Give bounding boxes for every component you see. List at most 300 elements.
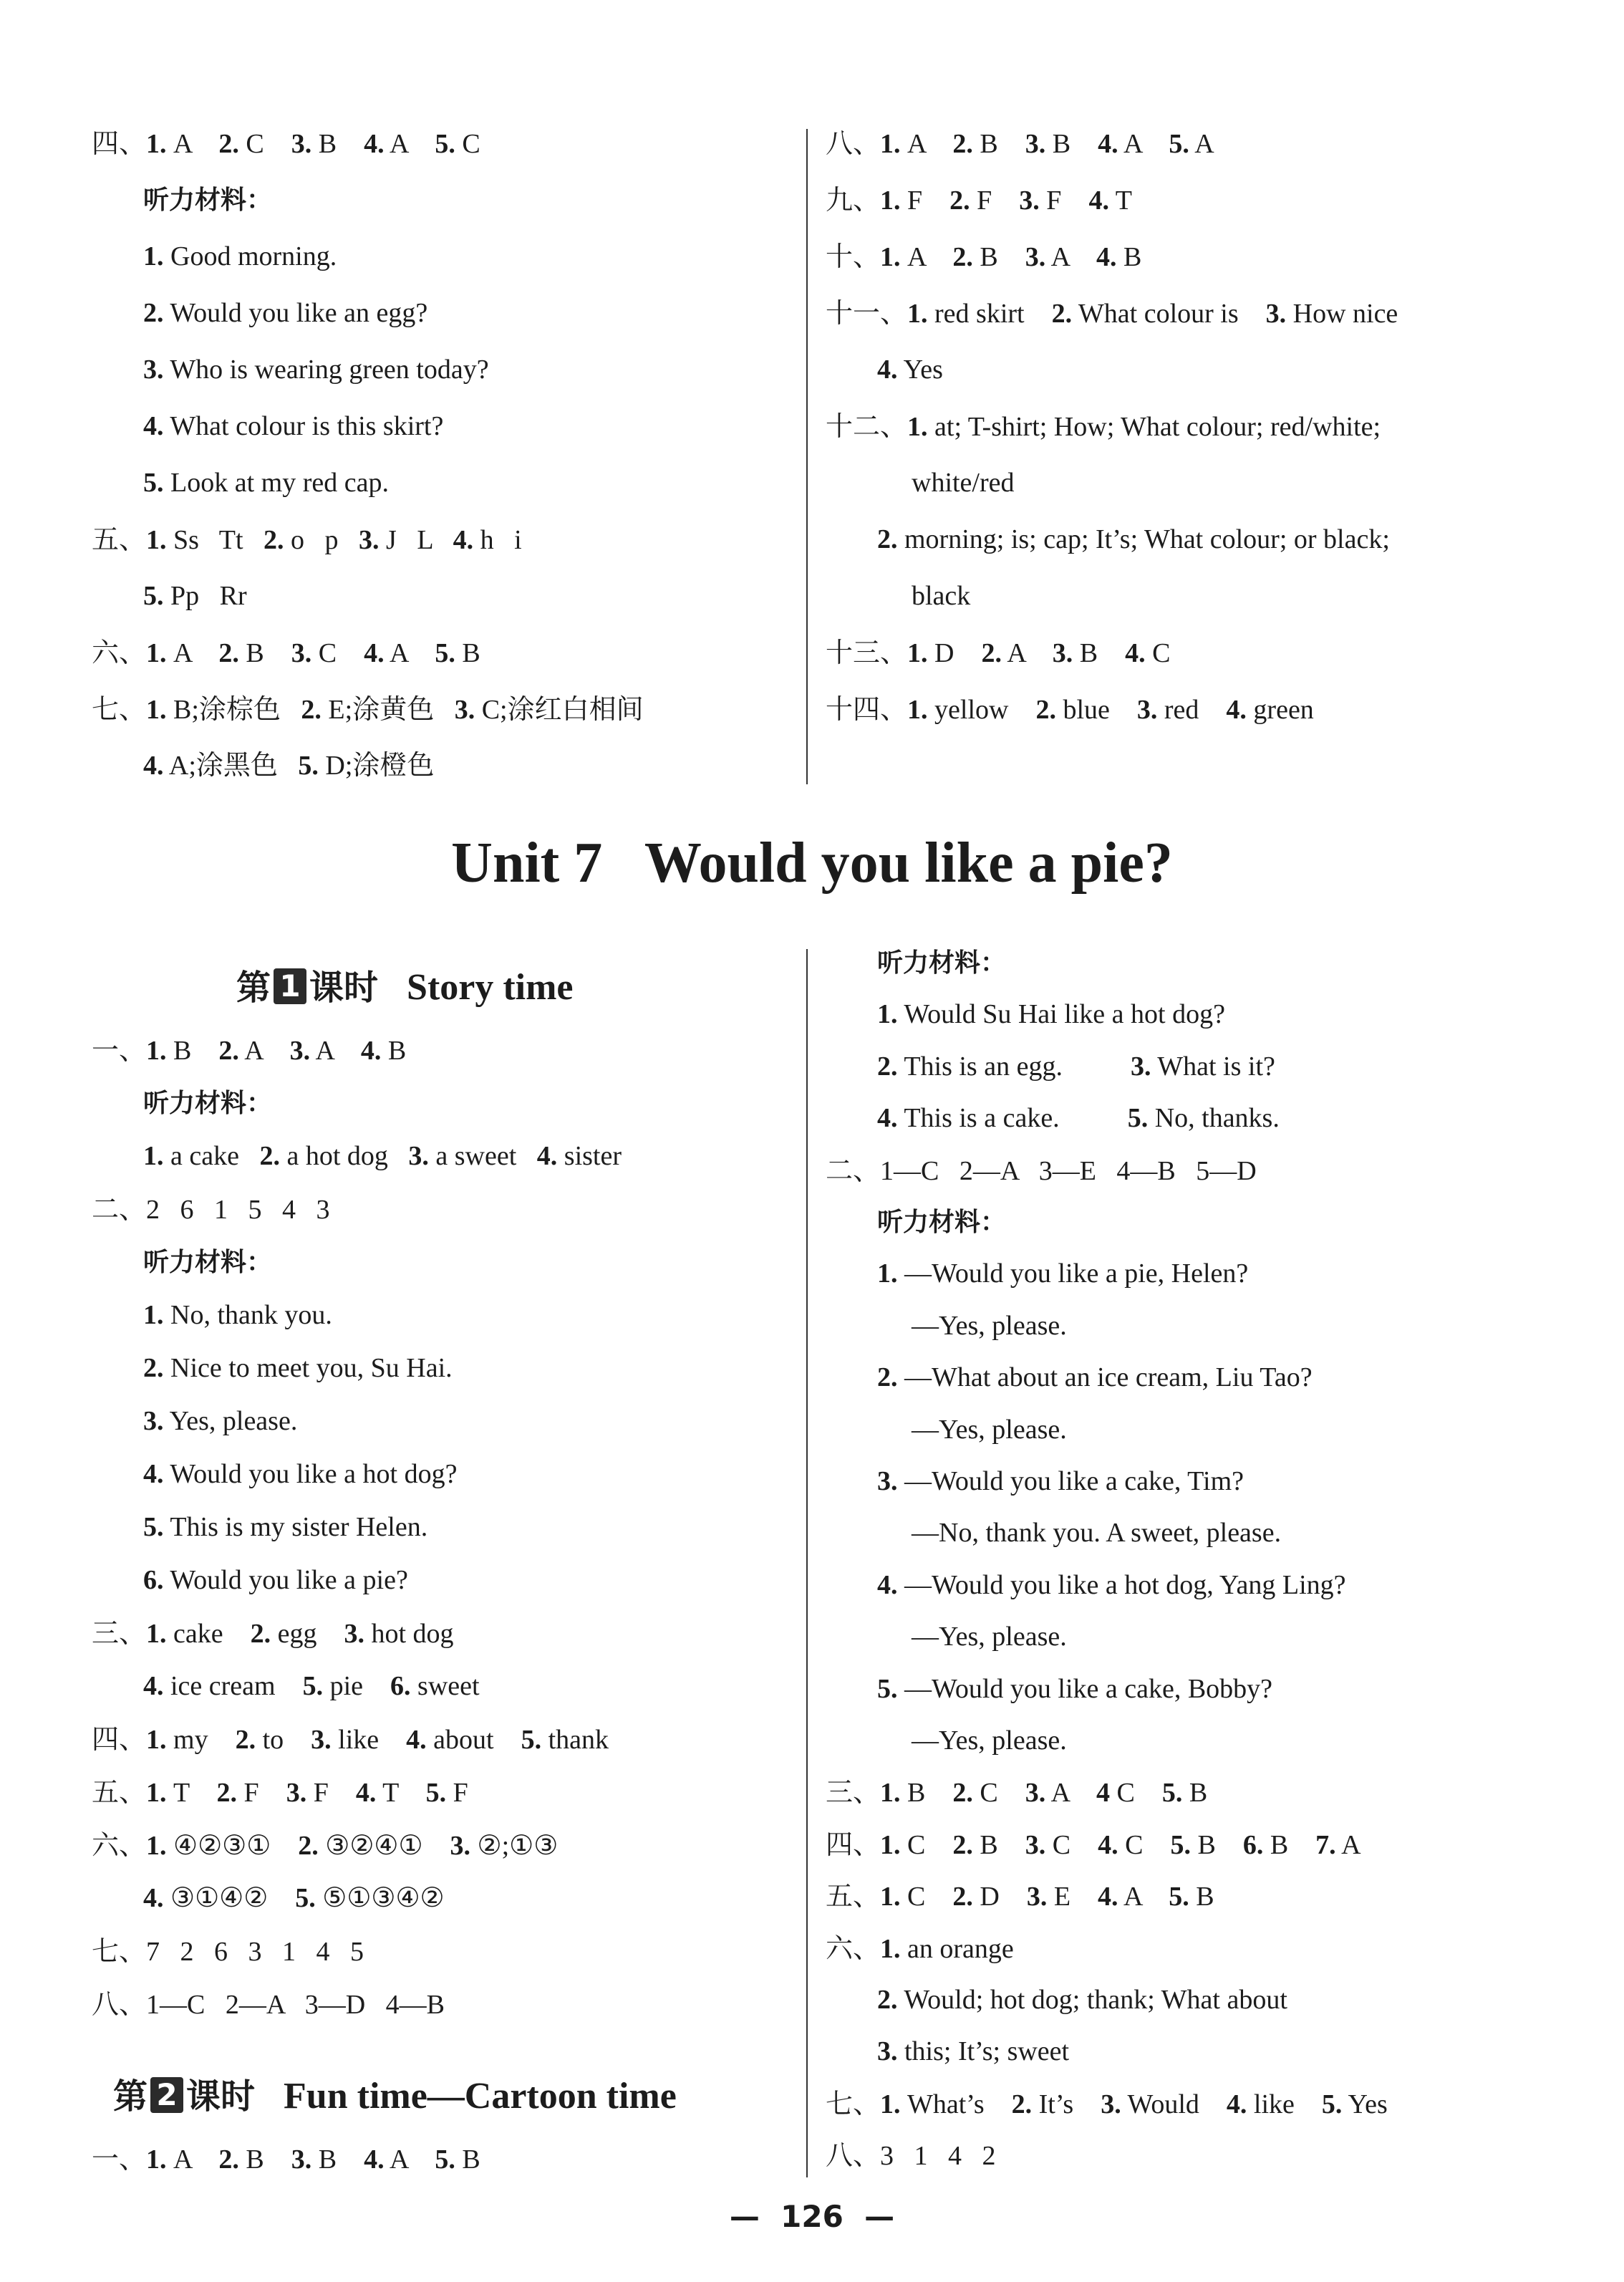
answer-line [92, 1722, 609, 1757]
item-number: 3. [143, 1406, 164, 1436]
item-answer: a hot dog [279, 1141, 409, 1171]
item-answer: Yes [1342, 2089, 1388, 2119]
item-answer: T [166, 1778, 217, 1808]
item-number: 4. [143, 1883, 164, 1913]
item-number: 3. [1052, 638, 1073, 668]
item-number: 1. [143, 241, 164, 271]
item-answer: 3 1 4 2 [880, 2141, 996, 2172]
section-number: 十四、 [826, 693, 908, 725]
vertical-divider-bottom [806, 949, 808, 2177]
section-number: 七、 [826, 2087, 881, 2119]
item-number: 4. [406, 1725, 427, 1755]
item-answer: Nice to meet you, Su Hai. [163, 1353, 453, 1383]
item-number: 3. [291, 2144, 312, 2175]
item-answer: J L [379, 525, 453, 555]
item-answer: C [455, 129, 480, 159]
answer-line [826, 635, 1170, 670]
item-number: 1. [143, 1141, 164, 1171]
item-answer: How nice [1286, 299, 1398, 329]
item-answer: F [237, 1778, 286, 1808]
answer-line [912, 466, 1015, 500]
answer-line [92, 1934, 364, 1969]
item-number: 4. [453, 525, 474, 555]
item-number: 2. [235, 1725, 256, 1755]
answer-line [877, 1672, 1272, 1706]
lesson-2-suffix: 课时 [186, 2076, 256, 2117]
answer-line [826, 239, 1141, 274]
item-answer: B [238, 638, 291, 668]
item-answer: —Yes, please. [912, 1725, 1067, 1756]
section-number: 四、 [92, 127, 147, 159]
item-number: 1. [146, 1619, 167, 1649]
item-answer: This is my sister Helen. [163, 1512, 428, 1542]
section-number: 三、 [92, 1617, 147, 1649]
item-number: 2. [298, 1831, 319, 1861]
item-number: 4. [1226, 2089, 1247, 2119]
item-answer: A [1045, 242, 1096, 272]
item-answer: sweet [410, 1671, 480, 1701]
item-answer: Good morning. [163, 241, 337, 271]
item-number: 1. [907, 412, 928, 442]
lesson-2-prefix: 第 [113, 2076, 148, 2117]
answer-line [826, 409, 1381, 444]
item-answer: white/red [912, 468, 1015, 498]
item-number: 3. [311, 1725, 332, 1755]
item-answer: B [972, 1829, 1025, 1860]
item-answer: egg [271, 1619, 344, 1649]
item-number: 4. [1088, 186, 1109, 216]
item-number: 2. [1011, 2089, 1033, 2119]
item-number: 4 [1096, 1778, 1110, 1809]
item-answer: No, thank you. [163, 1300, 332, 1330]
answer-line [877, 1256, 1248, 1291]
listening-material-label: 听力材料： [877, 948, 1007, 978]
lesson-1-title: Story time [407, 967, 574, 1008]
item-answer: C [1045, 1829, 1098, 1860]
item-number: 5. [143, 1512, 164, 1542]
item-answer: E [1047, 1882, 1098, 1912]
answer-line [143, 1669, 480, 1703]
answer-line [826, 1775, 1207, 1810]
section-number: 四、 [92, 1723, 147, 1755]
item-answer: A [900, 129, 953, 159]
listening-material-label: 听力材料： [143, 1089, 273, 1118]
item-number: 3. [454, 695, 475, 725]
section-number: 六、 [92, 1829, 147, 1861]
item-answer: A [1118, 129, 1169, 159]
item-answer: C [1109, 1778, 1162, 1809]
item-number: 2. [981, 638, 1002, 668]
answer-line [143, 183, 272, 218]
item-number: 5. [143, 581, 164, 611]
item-answer: A [1335, 1829, 1361, 1860]
item-answer: A [166, 2144, 219, 2175]
item-answer: B [1189, 1882, 1214, 1912]
answer-line [877, 522, 1390, 557]
item-answer: C [972, 1778, 1025, 1809]
section-number: 四、 [826, 1828, 881, 1860]
item-answer: A [1118, 1882, 1169, 1912]
answer-line [143, 352, 489, 387]
item-answer: Ss Tt [166, 525, 264, 555]
listening-material-label: 听力材料： [877, 1208, 1007, 1237]
unit-title: Unit 7 Would you like a pie? [451, 832, 1173, 895]
item-answer: This is an egg. [897, 1051, 1131, 1082]
item-number: 3. [1130, 1051, 1151, 1082]
item-answer: This is a cake. [897, 1103, 1128, 1134]
listening-material-label: 听力材料： [143, 1248, 273, 1277]
item-answer: Who is wearing green today? [163, 355, 489, 385]
answer-line [826, 1931, 1014, 1966]
lesson-2-heading [113, 2069, 677, 2118]
item-number: 1. [877, 1258, 898, 1289]
item-number: 1. [146, 129, 167, 159]
item-number: 2. [143, 298, 164, 328]
answer-line [143, 409, 443, 443]
item-answer: ⑤①③④② [315, 1883, 445, 1913]
answer-line [143, 239, 337, 274]
vertical-divider-top [806, 129, 808, 784]
item-answer: ③②④① [318, 1831, 450, 1861]
section-number: 十一、 [826, 297, 908, 329]
item-answer: A [1001, 638, 1053, 668]
section-number: 六、 [92, 637, 147, 668]
item-number: 5. [295, 1883, 316, 1913]
answer-line [143, 1404, 297, 1438]
item-answer: sister [557, 1141, 622, 1171]
item-number: 1. [146, 638, 167, 668]
item-answer: B [381, 1036, 407, 1066]
item-answer: this; It’s; sweet [897, 2036, 1070, 2067]
item-number: 2. [877, 1362, 898, 1393]
item-number: 4. [1226, 695, 1247, 725]
lesson-2-title: Fun time—Cartoon time [284, 2076, 677, 2117]
section-number: 八、 [826, 127, 881, 159]
item-answer: yellow [927, 695, 1036, 725]
item-answer: at; T-shirt; How; What colour; red/white; [927, 412, 1381, 442]
item-answer: What colour is [1072, 299, 1266, 329]
answer-line [143, 1086, 272, 1121]
item-number: 3. [1136, 695, 1158, 725]
item-number: 1. [880, 129, 901, 159]
item-answer: about [426, 1725, 521, 1755]
item-number: 1. [146, 1036, 167, 1066]
item-answer: Would you like a pie? [163, 1565, 408, 1595]
item-number: 4. [143, 1671, 164, 1701]
item-answer: A [166, 638, 219, 668]
listening-material-label: 听力材料： [143, 186, 273, 215]
answer-line [877, 1464, 1244, 1498]
item-answer: a cake [163, 1141, 260, 1171]
answer-line [92, 126, 480, 161]
item-number: 5. [298, 751, 319, 781]
lesson-2-number: 2 [150, 2077, 183, 2113]
item-answer: B [166, 1036, 219, 1066]
item-number: 4. [877, 1569, 898, 1600]
answer-line [877, 997, 1225, 1031]
item-answer: No, thanks. [1148, 1103, 1280, 1134]
item-number: 2. [949, 186, 970, 216]
item-answer: F [306, 1778, 356, 1808]
section-number: 六、 [826, 1932, 881, 1964]
item-answer: —Yes, please. [912, 1622, 1067, 1652]
lesson-1-suffix: 课时 [309, 968, 379, 1008]
item-answer: T [376, 1778, 426, 1808]
answer-line [912, 1619, 1067, 1654]
item-number: 1. [146, 695, 167, 725]
item-answer: C [1118, 1829, 1171, 1860]
section-number: 五、 [92, 1776, 147, 1808]
item-answer: A;涂黑色 [163, 751, 299, 781]
item-number: 1. [146, 1725, 167, 1755]
item-number: 4. [364, 638, 385, 668]
item-answer: A [1189, 129, 1214, 159]
answer-line [143, 1139, 622, 1173]
item-answer: thank [541, 1725, 609, 1755]
item-answer: black [912, 581, 971, 611]
item-number: 3. [1025, 129, 1046, 159]
answer-line [826, 1879, 1214, 1914]
item-answer: T [1108, 186, 1132, 216]
item-number: 4. [143, 751, 164, 781]
item-answer: D [927, 638, 982, 668]
item-number: 3. [1025, 1829, 1046, 1860]
item-answer: hot dog [364, 1619, 454, 1649]
section-number: 十三、 [826, 637, 908, 668]
item-number: 1. [146, 525, 167, 555]
item-answer: blue [1055, 695, 1137, 725]
item-number: 1. [880, 1882, 901, 1912]
item-number: 1. [146, 1778, 167, 1808]
item-answer: C [900, 1829, 953, 1860]
item-answer: A [1045, 1778, 1096, 1809]
answer-line [912, 1723, 1067, 1758]
item-answer: green [1246, 695, 1314, 725]
item-number: 2. [1035, 695, 1056, 725]
item-number: 5. [877, 1673, 898, 1704]
item-number: 3. [143, 355, 164, 385]
item-number: 1. [146, 1831, 167, 1861]
item-answer: C;涂红白相间 [475, 695, 644, 725]
item-answer: C [238, 129, 291, 159]
answer-line [143, 1510, 427, 1544]
answer-line [143, 1563, 408, 1597]
item-answer: A [900, 242, 953, 272]
answer-line [92, 1987, 445, 2022]
item-number: 2. [952, 1778, 973, 1809]
item-answer: a sweet [428, 1141, 537, 1171]
item-number: 3. [359, 525, 380, 555]
answer-line [92, 522, 522, 557]
answer-line [826, 2086, 1388, 2122]
item-number: 1. [880, 2089, 901, 2119]
answer-line [143, 466, 389, 500]
item-number: 1. [880, 1933, 901, 1964]
item-answer: red skirt [927, 299, 1052, 329]
item-answer: 7 2 6 3 1 4 5 [146, 1937, 364, 1967]
answer-line [912, 579, 970, 613]
answer-line [826, 183, 1132, 218]
item-number: 3. [286, 1778, 307, 1808]
answer-line [826, 2138, 996, 2173]
item-number: 3. [877, 2036, 898, 2067]
item-number: 3. [344, 1619, 364, 1649]
item-answer: red [1157, 695, 1227, 725]
item-number: 5. [425, 1778, 447, 1808]
item-number: 2. [952, 1882, 973, 1912]
item-number: 5. [1321, 2089, 1343, 2119]
item-number: 3. [1025, 1778, 1046, 1809]
section-number: 一、 [92, 1034, 147, 1066]
item-answer: —Would you like a cake, Tim? [897, 1466, 1244, 1496]
item-number: 2. [218, 2144, 239, 2175]
item-number: 4. [143, 1459, 164, 1489]
section-number: 十二、 [826, 410, 908, 442]
item-number: 3. [450, 1831, 471, 1861]
item-answer: like [1247, 2089, 1322, 2119]
item-answer: E;涂黄色 [321, 695, 455, 725]
section-number: 十、 [826, 241, 881, 272]
item-answer: to [256, 1725, 311, 1755]
answer-line [877, 1205, 1006, 1240]
item-number: 5. [1161, 1778, 1183, 1809]
answer-line [143, 579, 247, 613]
item-answer: B [972, 129, 1025, 159]
item-number: 5. [1127, 1103, 1149, 1134]
answer-line [877, 1983, 1287, 2017]
item-number: 1. [907, 695, 928, 725]
item-answer: Pp Rr [163, 581, 247, 611]
item-answer: D;涂橙色 [318, 751, 435, 781]
item-number: 2. [259, 1141, 280, 1171]
item-answer: —Yes, please. [912, 1414, 1067, 1445]
item-answer: B [900, 1778, 953, 1809]
item-answer: —Would you like a cake, Bobby? [897, 1673, 1273, 1704]
section-number: 五、 [92, 524, 147, 555]
section-number: 八、 [92, 1988, 147, 2020]
item-number: 1. [880, 1829, 901, 1860]
item-answer: B [455, 638, 480, 668]
section-number: 三、 [826, 1776, 881, 1809]
item-number: 3. [1101, 2089, 1121, 2119]
answer-line [92, 692, 644, 727]
item-answer: Would you like a hot dog? [163, 1459, 458, 1489]
item-answer: Would Su Hai like a hot dog? [897, 999, 1225, 1030]
item-answer: F [1039, 186, 1089, 216]
lesson-1-prefix: 第 [236, 968, 271, 1008]
item-answer: A [166, 129, 219, 159]
answer-line [143, 1457, 457, 1491]
item-answer: A [238, 1036, 290, 1066]
item-answer: cake [166, 1619, 251, 1649]
item-number: 4. [877, 1103, 898, 1134]
item-number: 2. [216, 1778, 238, 1808]
answer-line [143, 296, 427, 330]
item-number: 2. [952, 242, 973, 272]
item-answer: B [1073, 638, 1126, 668]
answer-line [877, 1360, 1313, 1395]
item-number: 1. [146, 2144, 167, 2175]
item-number: 3. [291, 129, 312, 159]
item-answer: F [900, 186, 950, 216]
item-number: 2. [877, 524, 898, 554]
item-number: 1. [880, 242, 901, 272]
item-answer: h i [473, 525, 522, 555]
item-answer: my [166, 1725, 236, 1755]
item-number: 2. [877, 1985, 898, 2015]
item-answer: Would [1121, 2089, 1227, 2119]
item-answer: Yes, please. [163, 1406, 298, 1436]
answer-line [92, 1033, 406, 1068]
item-answer: morning; is; cap; It’s; What colour; or black; [897, 524, 1390, 554]
section-number: 二、 [826, 1154, 881, 1186]
answer-line [143, 1351, 453, 1385]
item-answer: B [238, 2144, 291, 2175]
item-answer: What’s [900, 2089, 1012, 2119]
answer-line [92, 1616, 454, 1651]
item-number: 5. [1169, 129, 1189, 159]
item-answer: B [311, 2144, 364, 2175]
item-answer: like [331, 1725, 407, 1755]
section-number: 九、 [826, 184, 881, 216]
item-answer: It’s [1032, 2089, 1101, 2119]
item-number: 5. [1170, 1829, 1191, 1860]
item-answer: D [972, 1882, 1027, 1912]
item-number: 2. [952, 129, 973, 159]
section-number: 二、 [92, 1193, 147, 1225]
item-number: 2. [218, 129, 239, 159]
answer-line [826, 1827, 1361, 1862]
answer-line [877, 945, 1006, 981]
item-answer: o p [284, 525, 359, 555]
item-number: 5. [1169, 1882, 1189, 1912]
item-number: 4. [1098, 1829, 1118, 1860]
item-answer: ③①④② [163, 1883, 296, 1913]
answer-line [92, 2142, 480, 2177]
item-answer: —Would you like a hot dog, Yang Ling? [897, 1569, 1346, 1600]
item-answer: 2 6 1 5 4 3 [146, 1195, 330, 1225]
item-number: 3. [1026, 1882, 1048, 1912]
item-number: 5. [435, 2144, 455, 2175]
item-answer: —What about an ice cream, Liu Tao? [897, 1362, 1313, 1393]
item-number: 4. [360, 1036, 382, 1066]
item-number: 2. [143, 1353, 164, 1383]
item-answer: A [384, 638, 435, 668]
answer-line [92, 1192, 330, 1227]
section-number: 七、 [92, 693, 147, 725]
item-answer: A [310, 1036, 361, 1066]
item-number: 3. [408, 1141, 429, 1171]
item-number: 4. [355, 1778, 377, 1808]
item-number: 1. [143, 1300, 164, 1330]
item-answer: A [384, 2144, 435, 2175]
answer-line [143, 748, 434, 783]
item-number: 1. [877, 999, 898, 1030]
item-answer: ice cream [163, 1671, 303, 1701]
item-answer: F [446, 1778, 468, 1808]
item-number: 5. [521, 1725, 542, 1755]
answer-line [92, 635, 480, 670]
lesson-1-heading [236, 960, 574, 1009]
item-answer: —No, thank you. A sweet, please. [912, 1518, 1282, 1549]
section-number: 八、 [826, 2139, 881, 2172]
section-number: 五、 [826, 1880, 881, 1912]
item-number: 2. [218, 638, 239, 668]
item-number: 3. [1265, 299, 1287, 329]
item-number: 3. [289, 1036, 311, 1066]
answer-line [826, 1153, 1257, 1188]
item-number: 3. [291, 638, 312, 668]
